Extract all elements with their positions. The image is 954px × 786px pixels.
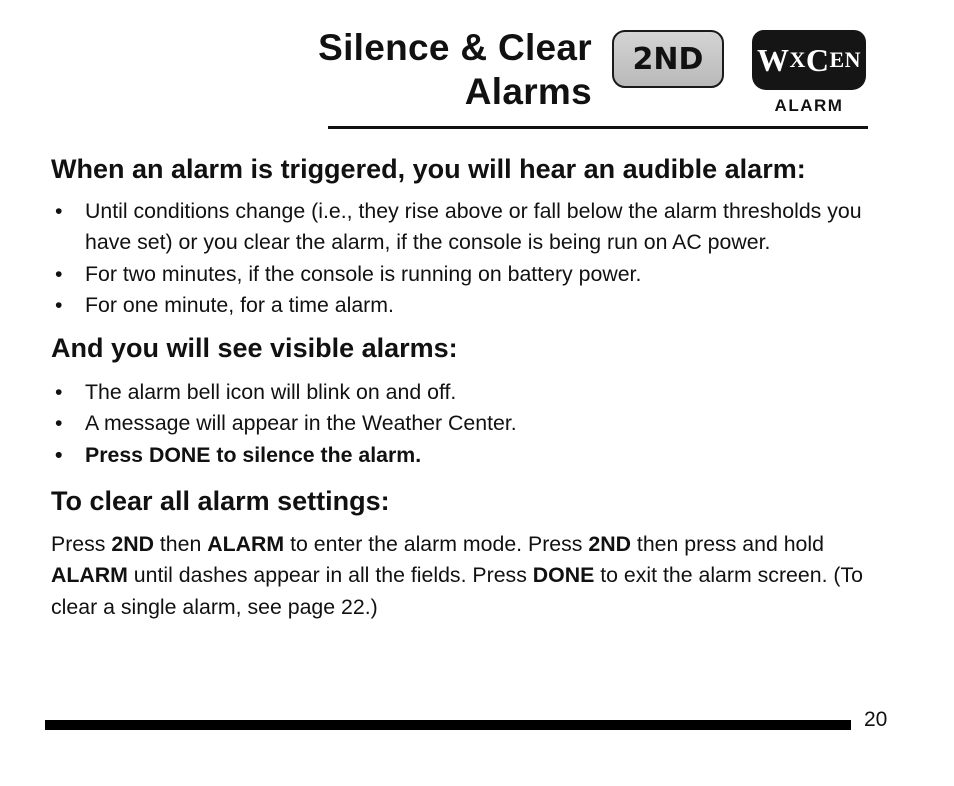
instr-key: 2ND [111, 532, 154, 557]
header-divider [328, 126, 868, 129]
section-heading-clear: To clear all alarm settings: [51, 486, 390, 517]
page-number: 20 [864, 708, 888, 731]
section-heading-audible: When an alarm is triggered, you will hear an audible alarm: [51, 154, 806, 184]
list-item: • For two minutes, if the console is running on battery power. [51, 259, 901, 290]
instr-text: Press [51, 532, 112, 557]
page-content [51, 150, 901, 623]
visible-alarm-list [51, 377, 901, 471]
list-item: • The alarm bell icon will blink on and off. [51, 377, 901, 408]
instr-key: DONE [532, 563, 595, 588]
instr-text: to enter the alarm mode. Press [284, 532, 589, 557]
list-item: • Until conditions change (i.e., they rise above or fall below the alarm thresholds you have set) or you clear the alarm, if the console is being run on AC power. [51, 196, 901, 259]
2nd-key-icon [612, 30, 724, 88]
2nd-key-label: 2ND [632, 41, 704, 77]
instr-text: then [153, 532, 208, 557]
wxcen-key-c: C [805, 41, 830, 78]
instr-text: to exit the alarm screen. (To clear a single alarm, see page 22.) [51, 563, 863, 619]
wxcen-key-w: W [756, 41, 790, 78]
instr-text: then press and hold [630, 532, 824, 557]
instr-key: ALARM [207, 532, 285, 557]
instr-text: until dashes appear in all the fields. Press [127, 563, 533, 588]
section-heading-visible: And you will see visible alarms: [51, 333, 458, 364]
list-item: • For one minute, for a time alarm. [51, 290, 901, 321]
list-item: • A message will appear in the Weather Center. [51, 408, 901, 439]
instr-key: 2ND [588, 532, 631, 557]
page-title-line-2: Alarms [464, 71, 592, 112]
wxcen-key-en: EN [829, 47, 862, 72]
list-item: • Press DONE to silence the alarm. [51, 440, 901, 471]
wxcen-key-caption: ALARM [774, 96, 844, 115]
page-title [200, 26, 592, 114]
instr-key: ALARM [51, 563, 128, 588]
footer-divider [45, 720, 851, 730]
audible-alarm-list [51, 196, 901, 321]
clear-instructions [51, 529, 901, 623]
wxcen-key-icon [752, 30, 866, 90]
wxcen-key-x: X [789, 47, 806, 72]
page-title-line-1: Silence & Clear [318, 27, 592, 68]
